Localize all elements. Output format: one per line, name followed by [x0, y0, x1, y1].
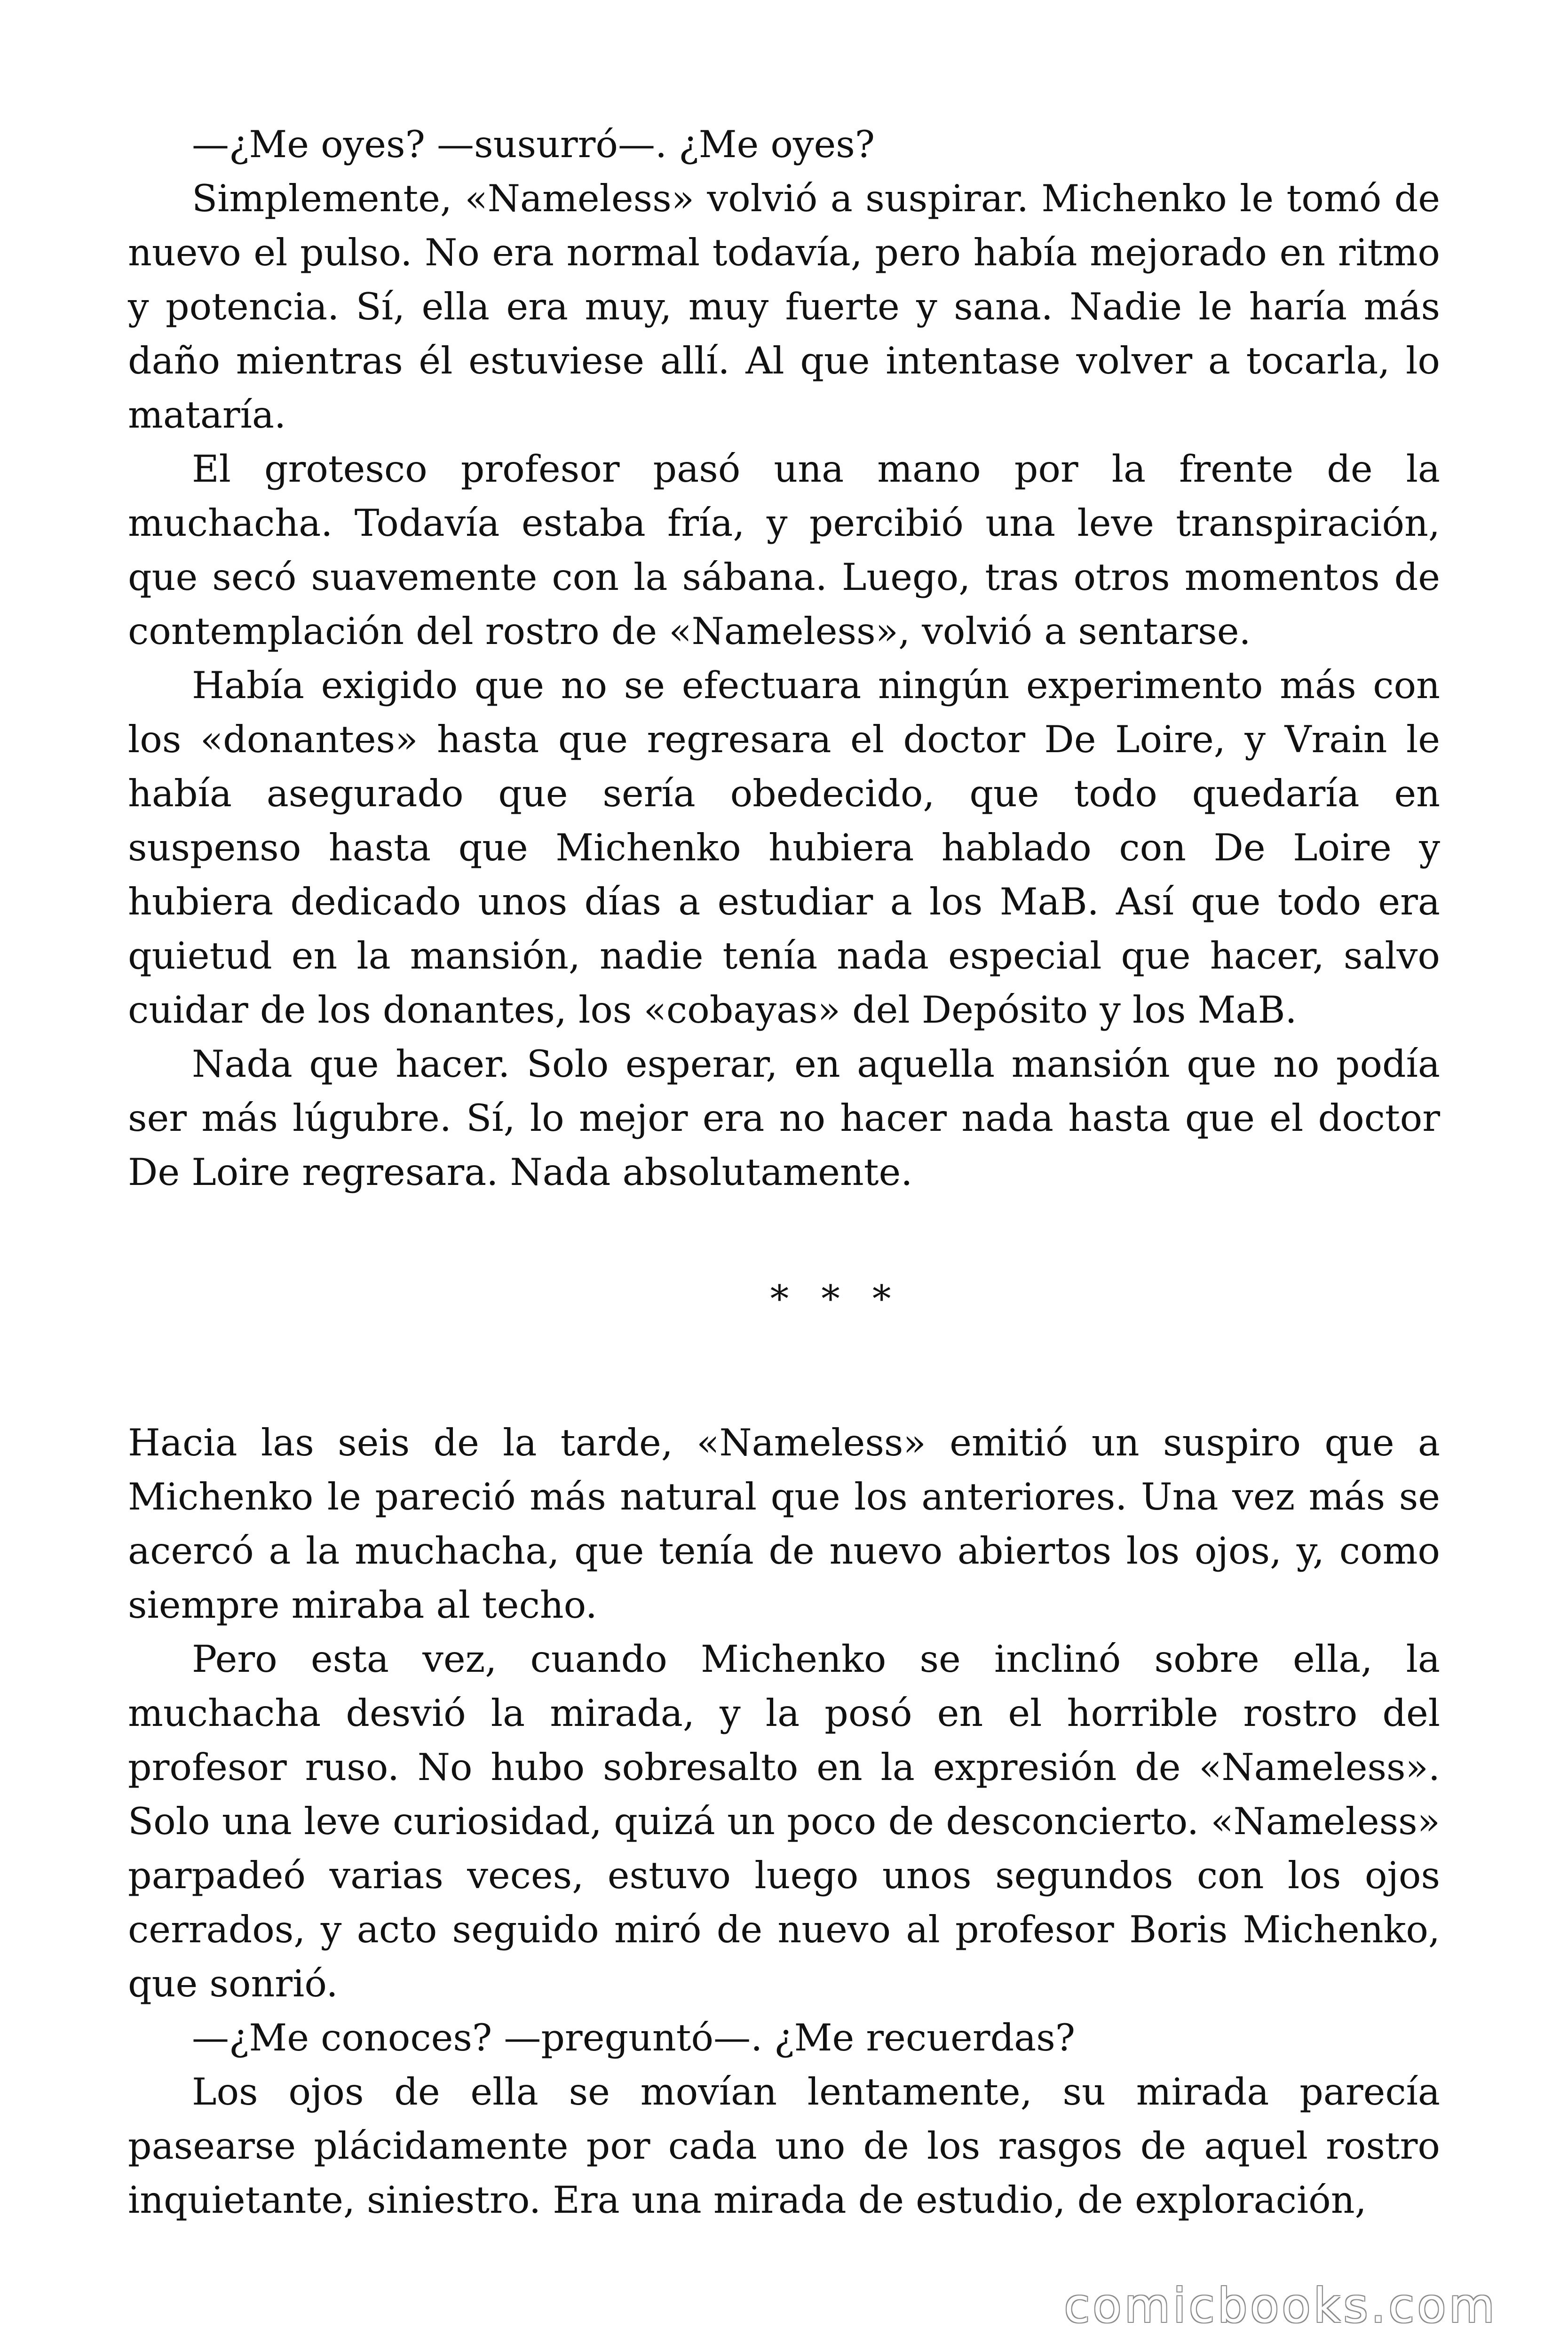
paragraph: —¿Me conoces? —preguntó—. ¿Me recuerdas?: [192, 2016, 1076, 2059]
paragraph: Nada que hacer. Solo esperar, en aquella mansión que no podía ser más lúgubre. Sí, lo mejor era no hacer nada hasta que el doctor De Loire regresara. Nada absolutamente.: [128, 1042, 1440, 1194]
paragraph: Hacia las seis de la tarde, «Nameless» emitió un suspiro que a Michenko le pareció más natural que los anteriores. Una vez más se acercó a la muchacha, que tenía de nuevo abiertos los ojos, y, como siempre miraba al techo.: [128, 1421, 1440, 1627]
page-body: [128, 118, 1440, 2227]
paragraph: Había exigido que no se efectuara ningún experimento más con los «donantes» hasta que regresara el doctor De Loire, y Vrain le había asegurado que sería obedecido, que todo quedaría en suspenso hasta que Michenko hubiera hablado con De Loire y hubiera dedicado unos días a estudiar a los MaB. Así que todo era quietud en la mansión, nadie tenía nada especial que hacer, salvo cuidar de los donantes, los «cobayas» del Depósito y los MaB.: [128, 664, 1440, 1032]
paragraph: Los ojos de ella se movían lentamente, su mirada parecía pasearse plácidamente por cada uno de los rasgos de aquel rostro inquietante, siniestro. Era una mirada de estudio, de exploración,: [128, 2070, 1440, 2222]
paragraph: —¿Me oyes? —susurró—. ¿Me oyes?: [192, 123, 875, 166]
paragraph: El grotesco profesor pasó una mano por la frente de la muchacha. Todavía estaba fría, y percibió una leve transpiración, que secó suavemente con la sábana. Luego, tras otros momentos de contemplación del rostro de «Nameless», volvió a sentarse.: [128, 447, 1440, 653]
watermark-logo: comicbooks.com: [1064, 2278, 1497, 2333]
section-break-asterisks: * * *: [770, 1277, 902, 1320]
paragraph: Pero esta vez, cuando Michenko se inclinó sobre ella, la muchacha desvió la mirada, y la posó en el horrible rostro del profesor ruso. No hubo sobresalto en la expresión de «Nameless». Solo una leve curiosidad, quizá un poco de desconcierto. «Nameless» parpadeó varias veces, estuvo luego unos segundos con los ojos cerrados, y acto seguido miró de nuevo al profesor Boris Michenko, que sonrió.: [128, 1637, 1440, 2005]
paragraph: Simplemente, «Nameless» volvió a suspirar. Michenko le tomó de nuevo el pulso. No era normal todavía, pero había mejorado en ritmo y potencia. Sí, ella era muy, muy fuerte y sana. Nadie le haría más daño mientras él estuviese allí. Al que intentase volver a tocarla, lo mataría.: [128, 177, 1440, 437]
section-break: [128, 1200, 1440, 1416]
